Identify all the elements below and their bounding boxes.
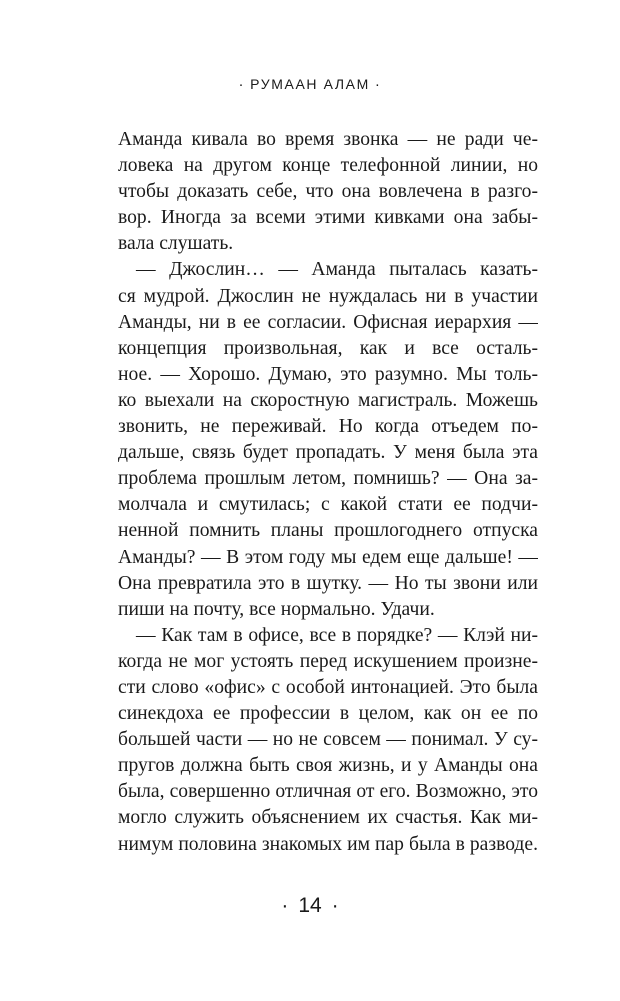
text-line: нимум половина знакомых им пар была в разводе. (118, 833, 538, 855)
text-line: Аманда кивала во время звонка — не ради че- (118, 129, 538, 150)
text-line: ное. — Хорошо. Думаю, это разумно. Мы толь- (118, 363, 538, 385)
text-line: ко выехали на скоростную магистраль. Можешь (118, 389, 538, 411)
page-number-footer (0, 893, 620, 919)
text-line: ся мудрой. Джослин не нуждалась ни в участии (118, 285, 538, 307)
body-text (118, 127, 538, 858)
text-line: пругов должна быть своя жизнь, и у Аманды она (118, 755, 538, 777)
text-line: — Как там в офисе, все в порядке? — Клэй ни- (136, 624, 538, 646)
text-line: сти слово «офис» с особой интонацией. Это была (118, 676, 538, 698)
text-line: ненной помнить планы прошлогоднего отпуска (118, 520, 538, 542)
running-head-left-dot: · (238, 76, 246, 93)
text-line: — Джослин… — Аманда пыталась казать- (136, 259, 538, 281)
text-line: проблема прошлым летом, помнишь? — Она за- (118, 468, 538, 490)
text-line: пиши на почту, все нормально. Удачи. (118, 598, 435, 620)
folio-left-dot: · (281, 894, 289, 917)
text-line: Аманды? — В этом году мы едем еще дальше! — (118, 546, 538, 568)
text-line: молчала и смутилась; с какой стати ее подчи- (118, 494, 538, 516)
folio-right-dot: · (331, 894, 339, 917)
running-head (0, 74, 620, 95)
text-line: могло служить объяснением их счастья. Как ми- (118, 807, 538, 829)
text-line: была, совершенно отличная от его. Возможно, это (118, 781, 538, 803)
text-line: большей части — но не совсем — понимал. У су- (118, 729, 538, 751)
text-line: Аманды, ни в ее согласии. Офисная иерархия — (118, 311, 538, 333)
text-line: концепция произвольная, как и все осталь- (118, 337, 538, 359)
text-line: чтобы доказать себе, что она вовлечена в разго- (118, 181, 538, 203)
text-line: когда не мог устоять перед искушением произне- (118, 650, 538, 672)
running-head-author: РУМААН АЛАМ (250, 76, 370, 92)
text-line: вор. Иногда за всеми этими кивками она забы- (118, 207, 538, 229)
text-line: ловека на другом конце телефонной линии, но (118, 155, 538, 177)
text-line: звонить, не переживай. Но когда отъедем по- (118, 416, 538, 438)
page-number: 14 (298, 894, 322, 917)
text-line: вала слушать. (118, 233, 234, 255)
text-line: синекдоха ее профессии в целом, как он ее по (118, 703, 538, 725)
text-line: дальше, связь будет пропадать. У меня была эта (118, 442, 538, 464)
text-line: Она превратила это в шутку. — Но ты звони или (118, 572, 538, 594)
running-head-right-dot: · (374, 76, 382, 93)
